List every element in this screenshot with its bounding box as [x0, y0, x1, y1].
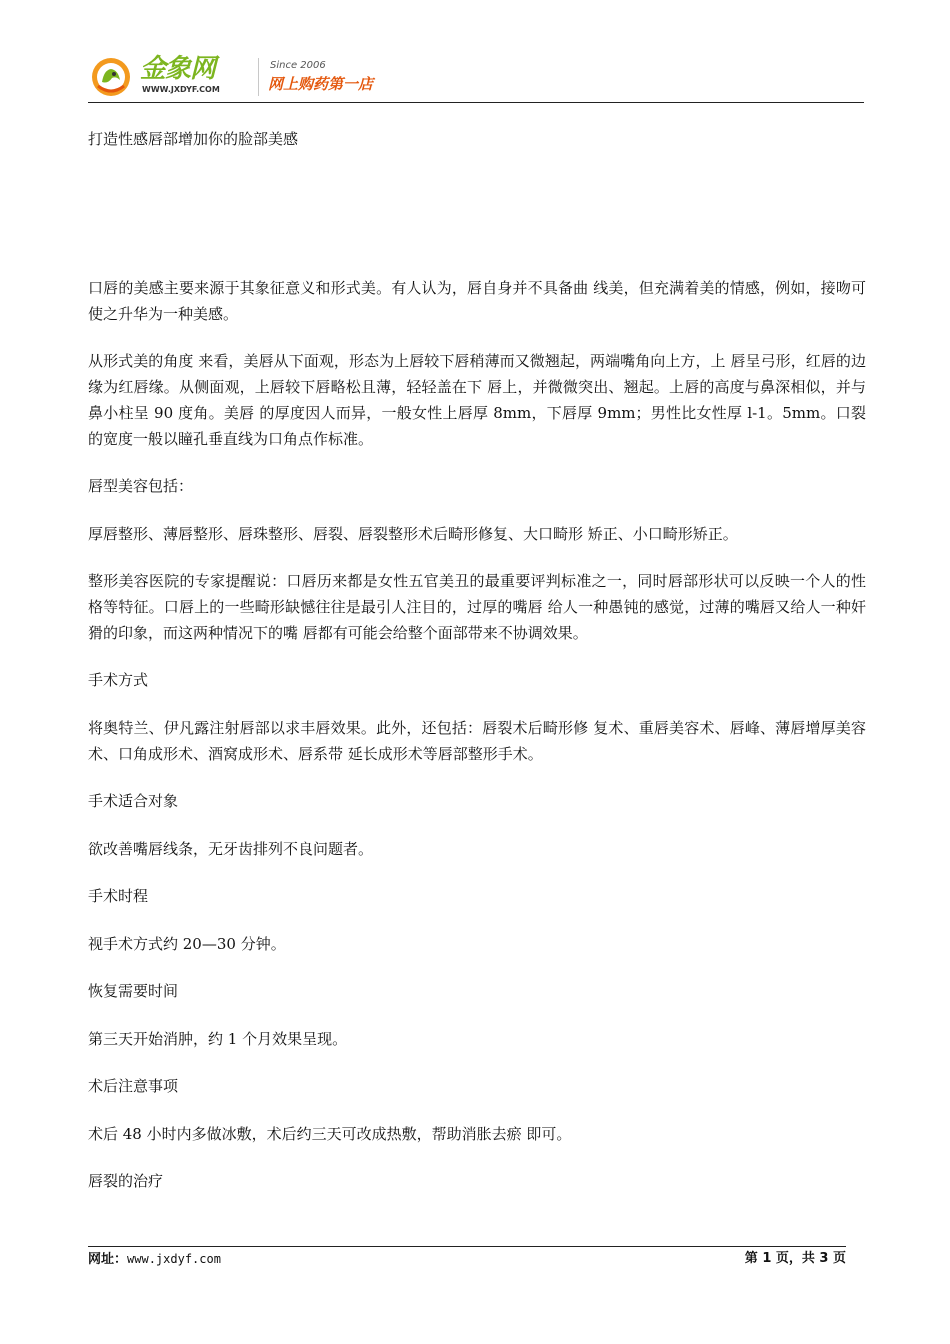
section-heading: 手术时程	[88, 887, 149, 905]
paragraph: 从形式美的角度 来看，美唇从下面观，形态为上唇较下唇稍薄而又微翘起，两端嘴角向上方，上 唇呈弓形，红唇的边缘为红唇缘。从侧面观，上唇较下唇略松且薄，轻轻盖在下 唇上，并微微突出、翘起。上唇的高度与鼻深相似，并与鼻小柱呈 90 度角。美唇 的厚度因人而异，一般女性上唇厚 8mm，下唇厚 9mm；男性比女性厚 l-1。5mm。口裂 的宽度一般以瞳孔垂直线为口角点作标准。	[88, 352, 866, 448]
brand-url: WWW.JXDYF.COM	[142, 85, 220, 94]
section-heading: 唇型美容包括：	[88, 477, 194, 495]
paragraph: 整形美容医院的专家提醒说：口唇历来都是女性五官美丑的最重要评判标准之一，同时唇部形状可以反映一个人的性格等特征。口唇上的一些畸形缺憾往往是最引人注目的，过厚的嘴唇 给人一种愚钝的感觉，过薄的嘴唇又给人一种奸猾的印象，而这两种情况下的嘴 唇都有可能会给整个面部带来不协调效果。	[88, 572, 866, 642]
section-heading: 恢复需要时间	[88, 982, 179, 1000]
header-divider	[258, 58, 259, 96]
slogan-text: 网上购药第一店	[268, 75, 374, 93]
section-heading: 术后注意事项	[88, 1077, 179, 1095]
paragraph: 术后 48 小时内多做冰敷，术后约三天可改成热敷，帮助消胀去瘀 即可。	[88, 1125, 572, 1143]
paragraph: 口唇的美感主要来源于其象征意义和形式美。有人认为，唇自身并不具备曲 线美，但充满着美的情感，例如，接吻可使之升华为一种美感。	[88, 279, 866, 323]
logo-icon	[90, 56, 132, 98]
paragraph: 欲改善嘴唇线条，无牙齿排列不良问题者。	[88, 840, 374, 858]
paragraph: 将奥特兰、伊凡露注射唇部以求丰唇效果。此外，还包括：唇裂术后畸形修 复术、重唇美容术、唇峰、薄唇增厚美容术、口角成形术、酒窝成形术、唇系带 延长成形术等唇部整形手术。	[88, 719, 866, 763]
footer-url-block	[88, 1249, 221, 1270]
paragraph: 第三天开始消肿，约 1 个月效果呈现。	[88, 1030, 348, 1048]
paragraph: 视手术方式约 20—30 分钟。	[88, 935, 286, 953]
page-footer	[88, 1246, 846, 1271]
brand-logo[interactable]	[138, 54, 248, 100]
footer-url-link[interactable]: www.jxdyf.com	[127, 1252, 221, 1266]
since-text: Since 2006	[270, 60, 326, 71]
brand-name: 金象网	[140, 54, 216, 84]
header-rule	[88, 102, 864, 103]
section-heading: 手术方式	[88, 671, 149, 689]
section-heading: 唇裂的治疗	[88, 1172, 164, 1190]
page-number: 第 1 页，共 3 页	[744, 1251, 846, 1266]
document-title: 打造性感唇部增加你的脸部美感	[88, 130, 299, 148]
document-body	[88, 275, 866, 1216]
footer-url-label: 网址：	[88, 1252, 128, 1267]
paragraph: 厚唇整形、薄唇整形、唇珠整形、唇裂、唇裂整形术后畸形修复、大口畸形 矫正、小口畸形矫正。	[88, 525, 738, 543]
page-header	[88, 52, 864, 102]
section-heading: 手术适合对象	[88, 792, 179, 810]
